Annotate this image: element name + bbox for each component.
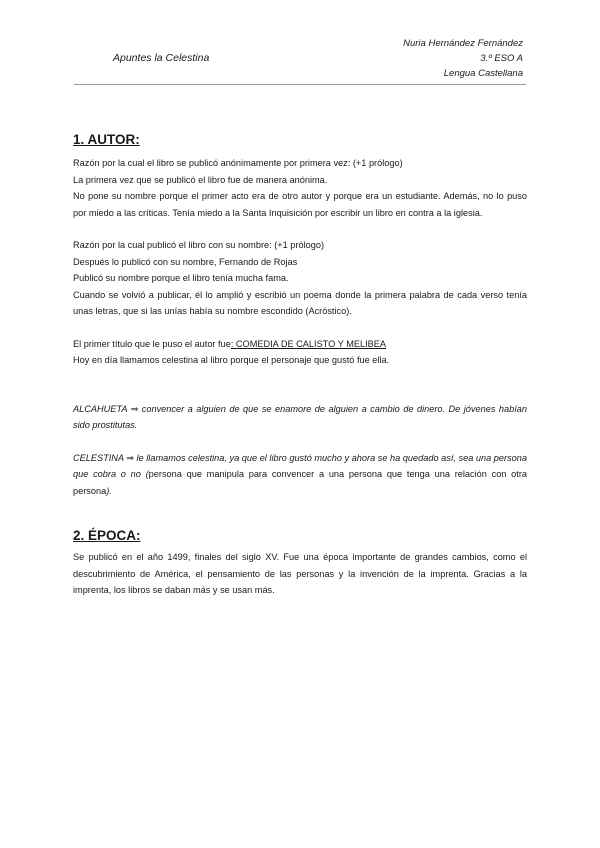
section-epoca: [73, 527, 527, 599]
header-class: Lengua Castellana: [443, 68, 523, 79]
paragraph: Publicó su nombre porque el libro tenía mucha fama.: [73, 273, 289, 283]
header-divider: [74, 84, 526, 85]
header-course: 3.º ESO A: [480, 53, 523, 64]
paragraph: Cuando se volvió a publicar, él lo amplió y escribió un poema donde la primera palabra de cada verso tenía unas letras, que si las unías había su nombre escondido (Acróstico).: [73, 289, 527, 316]
section-title-epoca: 2. ÉPOCA:: [73, 528, 141, 543]
first-title-label: El primer título que le puso el autor fue: [73, 338, 231, 349]
paragraph: Razón por la cual el libro se publicó anónimamente por primera vez: (+1 prólogo): [73, 158, 403, 168]
paragraph: [73, 336, 527, 353]
paragraph: La primera vez que se publicó el libro fue de manera anónima.: [73, 174, 328, 185]
paragraph: Razón por la cual publicó el libro con su nombre: (+1 prólogo): [73, 240, 325, 250]
definition-celestina-note: persona que manipula para convencer a una persona que tenga una relación con otra persona: [73, 469, 527, 496]
section-title-autor: 1. AUTOR:: [73, 132, 140, 147]
definition-alcahueta: ALCAHUETA ⇒ convencer a alguien de que se enamore de alguien a cambio de dinero. De jóvenes habían sido prostitutas.: [73, 403, 527, 430]
paragraph: Se publicó en el año 1499, finales del siglo XV. Fue una época importante de grandes cambios, como el descubrimiento de América, el pensamiento de las personas y la invención de la imprenta. Gracias a la imprenta, los libros se daban más y se usan más.: [73, 552, 527, 595]
header-info: [403, 36, 523, 81]
definition-celestina-main: CELESTINA ⇒ le llamamos celestina, ya que el libro gustó mucho y ahora se ha quedado así, sea una persona que cobra o no (: [73, 452, 527, 479]
first-title-value: : COMEDIA DE CALISTO Y MELIBEA: [230, 338, 387, 349]
section-autor: [73, 131, 527, 499]
paragraph: Hoy en día llamamos celestina al libro porque el personaje que gustó fue ella.: [73, 355, 390, 365]
paragraph: Después lo publicó con su nombre, Fernando de Rojas: [73, 256, 298, 267]
header-author: Nuria Hernández Fernández: [403, 38, 523, 49]
paragraph: No pone su nombre porque el primer acto era de otro autor y porque era un estudiante. Además, no lo puso por miedo a las críticas. Tenía miedo a la Santa Inquisición por escribir un libro en contra a la iglesia.: [73, 191, 527, 218]
definition-celestina: [73, 450, 527, 500]
definition-celestina-end: ).: [106, 485, 112, 496]
header-subject: Apuntes la Celestina: [113, 52, 210, 64]
